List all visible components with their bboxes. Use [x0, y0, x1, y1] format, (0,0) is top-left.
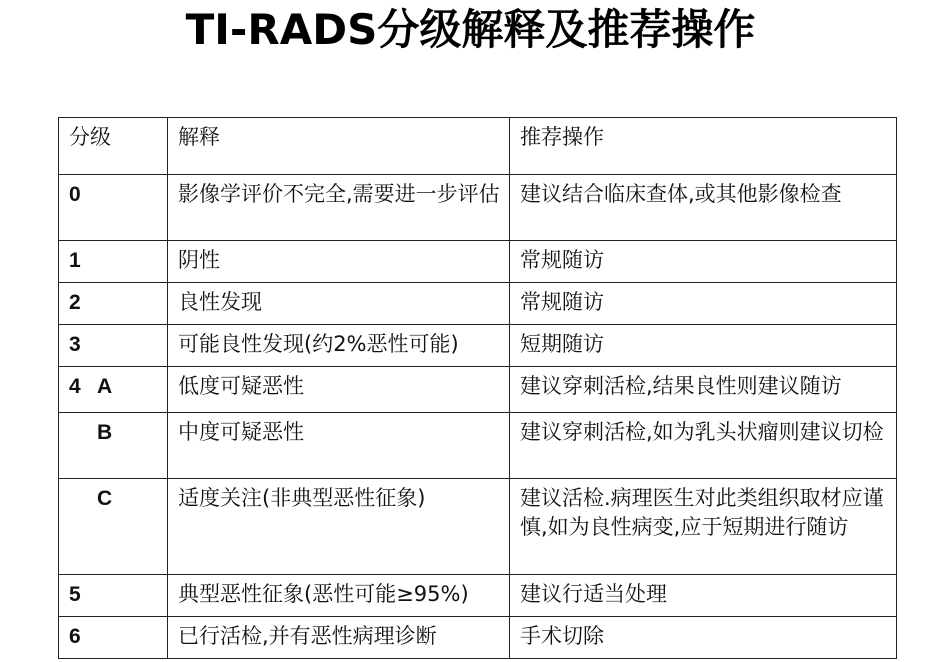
grade-label: 0 — [69, 183, 81, 206]
table-row — [59, 367, 897, 413]
table-row — [59, 325, 897, 367]
grade-cell — [59, 241, 168, 283]
explanation-cell: 典型恶性征象(恶性可能≥95%) — [168, 575, 510, 617]
table-row — [59, 283, 897, 325]
explanation-cell: 良性发现 — [168, 283, 510, 325]
table-row — [59, 575, 897, 617]
action-cell: 建议结合临床查体,或其他影像检查 — [510, 175, 897, 241]
explanation-cell: 影像学评价不完全,需要进一步评估 — [168, 175, 510, 241]
subgrade-label: A — [97, 375, 113, 398]
grade-cell — [59, 479, 168, 575]
table-row — [59, 175, 897, 241]
action-cell: 建议穿刺活检,如为乳头状瘤则建议切检 — [510, 413, 897, 479]
grade-cell — [59, 367, 168, 413]
tirads-table — [58, 117, 897, 659]
table-row — [59, 241, 897, 283]
explanation-cell: 阴性 — [168, 241, 510, 283]
table-row — [59, 413, 897, 479]
table-header-row — [59, 118, 897, 175]
action-cell: 建议活检.病理医生对此类组织取材应谨慎,如为良性病变,应于短期进行随访 — [510, 479, 897, 575]
header-explanation: 解释 — [168, 118, 510, 175]
grade-cell — [59, 575, 168, 617]
grade-label: 4 — [69, 375, 81, 398]
header-action: 推荐操作 — [510, 118, 897, 175]
explanation-cell: 适度关注(非典型恶性征象) — [168, 479, 510, 575]
grade-cell — [59, 617, 168, 659]
table-row — [59, 479, 897, 575]
grade-cell — [59, 283, 168, 325]
explanation-cell: 低度可疑恶性 — [168, 367, 510, 413]
grade-cell — [59, 175, 168, 241]
action-cell: 常规随访 — [510, 241, 897, 283]
action-cell: 短期随访 — [510, 325, 897, 367]
grade-label: 6 — [69, 625, 81, 648]
explanation-cell: 中度可疑恶性 — [168, 413, 510, 479]
grade-label: 1 — [69, 249, 81, 272]
grade-cell — [59, 413, 168, 479]
explanation-cell: 可能良性发现(约2%恶性可能) — [168, 325, 510, 367]
action-cell: 手术切除 — [510, 617, 897, 659]
header-grade: 分级 — [59, 118, 168, 175]
grade-cell — [59, 325, 168, 367]
grade-label: 5 — [69, 583, 81, 606]
explanation-cell: 已行活检,并有恶性病理诊断 — [168, 617, 510, 659]
grade-label: 2 — [69, 291, 81, 314]
action-cell: 建议行适当处理 — [510, 575, 897, 617]
table-row — [59, 617, 897, 659]
subgrade-label: C — [97, 487, 113, 510]
subgrade-label: B — [97, 421, 113, 444]
page-title: TI-RADS分级解释及推荐操作 — [185, 5, 756, 54]
grade-label: 3 — [69, 333, 81, 356]
action-cell: 常规随访 — [510, 283, 897, 325]
action-cell: 建议穿刺活检,结果良性则建议随访 — [510, 367, 897, 413]
